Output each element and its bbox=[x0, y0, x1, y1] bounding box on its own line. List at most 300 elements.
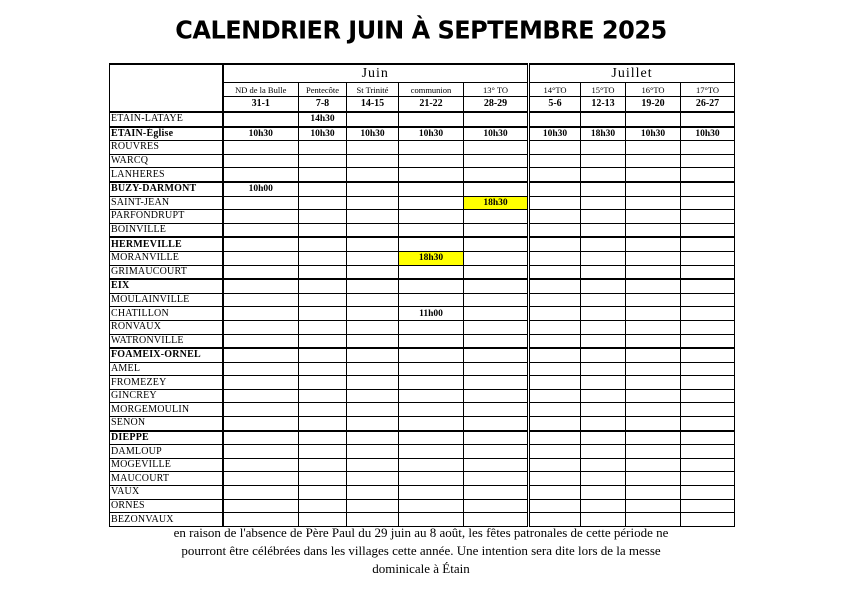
mass-time-cell bbox=[529, 362, 581, 376]
mass-time-cell bbox=[347, 279, 399, 293]
mass-time-cell bbox=[529, 237, 581, 251]
mass-time-cell: 10h30 bbox=[464, 127, 529, 141]
mass-time-cell bbox=[464, 431, 529, 445]
mass-time-cell bbox=[581, 154, 626, 168]
mass-time-cell bbox=[581, 237, 626, 251]
mass-time-cell bbox=[299, 279, 347, 293]
mass-time-cell bbox=[581, 141, 626, 155]
mass-time-cell bbox=[464, 168, 529, 182]
mass-time-cell bbox=[299, 417, 347, 431]
mass-time-cell bbox=[399, 362, 464, 376]
mass-time-cell bbox=[347, 362, 399, 376]
mass-time-cell bbox=[347, 141, 399, 155]
mass-time-cell bbox=[347, 293, 399, 307]
mass-time-cell bbox=[529, 499, 581, 513]
mass-time-cell bbox=[347, 348, 399, 362]
column-label: 17°TO bbox=[681, 83, 735, 97]
mass-time-cell bbox=[626, 168, 681, 182]
village-name: WATRONVILLE bbox=[110, 334, 223, 348]
column-dates: 21-22 bbox=[399, 97, 464, 113]
mass-time-cell bbox=[681, 210, 735, 224]
mass-time-cell bbox=[223, 445, 299, 459]
mass-time-cell bbox=[626, 293, 681, 307]
table-row bbox=[110, 168, 735, 182]
mass-time-cell: 10h30 bbox=[529, 127, 581, 141]
table-row bbox=[110, 307, 735, 321]
mass-time-cell bbox=[626, 141, 681, 155]
mass-time-cell bbox=[399, 389, 464, 403]
calendar-body bbox=[110, 112, 735, 526]
mass-time-cell bbox=[223, 348, 299, 362]
village-name: FROMEZEY bbox=[110, 376, 223, 390]
mass-time-cell bbox=[626, 458, 681, 472]
mass-time-cell bbox=[681, 182, 735, 196]
mass-time-cell bbox=[347, 389, 399, 403]
mass-time-cell bbox=[529, 168, 581, 182]
village-name: GINCREY bbox=[110, 389, 223, 403]
mass-time-cell bbox=[681, 320, 735, 334]
mass-time-cell bbox=[347, 251, 399, 265]
village-name: MORANVILLE bbox=[110, 251, 223, 265]
mass-time-cell bbox=[223, 320, 299, 334]
month-header-juillet: Juillet bbox=[529, 64, 735, 83]
mass-time-cell bbox=[681, 112, 735, 127]
mass-time-cell: 10h30 bbox=[223, 127, 299, 141]
column-dates: 26-27 bbox=[681, 97, 735, 113]
mass-time-cell bbox=[581, 472, 626, 486]
mass-time-cell bbox=[223, 486, 299, 500]
footnote-line: en raison de l'absence de Père Paul du 29 juin au 8 août, les fêtes patronales de cette période ne bbox=[173, 525, 669, 540]
mass-time-cell bbox=[626, 320, 681, 334]
feast-label-row bbox=[110, 83, 735, 97]
column-label: ND de la Bulle bbox=[223, 83, 299, 97]
mass-time-cell bbox=[464, 458, 529, 472]
mass-time-cell bbox=[626, 348, 681, 362]
mass-time-cell bbox=[681, 376, 735, 390]
mass-time-cell bbox=[581, 348, 626, 362]
mass-time-cell bbox=[347, 445, 399, 459]
mass-time-cell bbox=[223, 307, 299, 321]
mass-time-cell bbox=[399, 279, 464, 293]
mass-time-cell bbox=[299, 265, 347, 279]
mass-time-cell bbox=[464, 307, 529, 321]
table-row bbox=[110, 154, 735, 168]
mass-time-cell bbox=[464, 348, 529, 362]
mass-time-cell bbox=[529, 154, 581, 168]
mass-time-cell bbox=[347, 154, 399, 168]
mass-time-cell bbox=[347, 112, 399, 127]
table-row bbox=[110, 389, 735, 403]
mass-time-cell bbox=[626, 499, 681, 513]
table-row bbox=[110, 279, 735, 293]
column-dates: 7-8 bbox=[299, 97, 347, 113]
column-dates: 12-13 bbox=[581, 97, 626, 113]
mass-time-cell bbox=[223, 376, 299, 390]
mass-time-cell bbox=[299, 376, 347, 390]
mass-time-cell bbox=[681, 499, 735, 513]
mass-time-cell bbox=[529, 486, 581, 500]
mass-time-cell bbox=[529, 458, 581, 472]
mass-time-cell bbox=[529, 403, 581, 417]
mass-time-cell bbox=[347, 499, 399, 513]
mass-time-cell bbox=[681, 293, 735, 307]
mass-time-cell bbox=[464, 293, 529, 307]
mass-time-cell bbox=[681, 196, 735, 210]
mass-time-cell bbox=[681, 237, 735, 251]
table-row bbox=[110, 127, 735, 141]
mass-time-cell bbox=[223, 196, 299, 210]
mass-time-cell: 18h30 bbox=[581, 127, 626, 141]
mass-time-cell bbox=[626, 279, 681, 293]
mass-time-cell: 18h30 bbox=[464, 196, 529, 210]
mass-time-cell bbox=[464, 223, 529, 237]
mass-time-cell bbox=[464, 486, 529, 500]
mass-time-cell: 18h30 bbox=[399, 251, 464, 265]
mass-time-cell bbox=[581, 307, 626, 321]
mass-time-cell bbox=[399, 196, 464, 210]
mass-time-cell bbox=[223, 251, 299, 265]
mass-time-cell bbox=[223, 237, 299, 251]
mass-time-cell bbox=[347, 307, 399, 321]
mass-time-cell bbox=[681, 348, 735, 362]
mass-time-cell bbox=[529, 293, 581, 307]
mass-time-cell bbox=[347, 486, 399, 500]
mass-time-cell bbox=[399, 334, 464, 348]
mass-time-cell bbox=[464, 334, 529, 348]
mass-time-cell bbox=[299, 362, 347, 376]
column-dates: 28-29 bbox=[464, 97, 529, 113]
mass-time-cell bbox=[681, 154, 735, 168]
mass-time-cell bbox=[581, 251, 626, 265]
mass-time-cell bbox=[299, 445, 347, 459]
mass-time-cell bbox=[464, 251, 529, 265]
mass-time-cell: 11h00 bbox=[399, 307, 464, 321]
mass-time-cell bbox=[626, 307, 681, 321]
mass-time-cell bbox=[529, 389, 581, 403]
mass-time-cell bbox=[681, 472, 735, 486]
mass-time-cell bbox=[399, 431, 464, 445]
mass-time-cell bbox=[347, 196, 399, 210]
mass-time-cell bbox=[626, 154, 681, 168]
mass-time-cell bbox=[681, 417, 735, 431]
mass-time-cell bbox=[681, 445, 735, 459]
table-row bbox=[110, 458, 735, 472]
footnote-line: dominicale à Étain bbox=[372, 561, 470, 576]
mass-time-cell bbox=[626, 389, 681, 403]
mass-time-cell bbox=[529, 431, 581, 445]
mass-time-cell bbox=[223, 431, 299, 445]
mass-time-cell bbox=[299, 431, 347, 445]
mass-time-cell bbox=[581, 403, 626, 417]
mass-time-cell bbox=[581, 362, 626, 376]
mass-time-cell bbox=[299, 472, 347, 486]
table-row bbox=[110, 293, 735, 307]
mass-time-cell bbox=[681, 431, 735, 445]
mass-time-cell bbox=[464, 279, 529, 293]
mass-time-cell bbox=[399, 486, 464, 500]
mass-time-cell bbox=[581, 210, 626, 224]
mass-time-cell bbox=[581, 486, 626, 500]
mass-time-cell bbox=[399, 376, 464, 390]
table-row bbox=[110, 431, 735, 445]
mass-time-cell bbox=[399, 265, 464, 279]
column-label: 15°TO bbox=[581, 83, 626, 97]
mass-time-cell bbox=[299, 499, 347, 513]
mass-time-cell bbox=[626, 403, 681, 417]
mass-time-cell bbox=[626, 196, 681, 210]
mass-time-cell bbox=[223, 417, 299, 431]
mass-time-cell bbox=[347, 431, 399, 445]
table-row bbox=[110, 472, 735, 486]
mass-time-cell bbox=[399, 445, 464, 459]
mass-time-cell bbox=[299, 182, 347, 196]
village-name: VAUX bbox=[110, 486, 223, 500]
mass-time-cell bbox=[299, 210, 347, 224]
mass-time-cell bbox=[223, 472, 299, 486]
table-row bbox=[110, 403, 735, 417]
mass-time-cell bbox=[347, 237, 399, 251]
mass-time-cell bbox=[347, 320, 399, 334]
mass-time-cell bbox=[299, 348, 347, 362]
mass-time-cell bbox=[681, 486, 735, 500]
mass-time-cell bbox=[347, 210, 399, 224]
column-dates: 14-15 bbox=[347, 97, 399, 113]
mass-time-cell bbox=[529, 251, 581, 265]
table-row bbox=[110, 417, 735, 431]
mass-time-cell bbox=[299, 223, 347, 237]
village-name: RONVAUX bbox=[110, 320, 223, 334]
mass-time-cell bbox=[529, 472, 581, 486]
mass-time-cell bbox=[626, 334, 681, 348]
mass-time-cell bbox=[581, 182, 626, 196]
mass-time-cell bbox=[223, 389, 299, 403]
mass-time-cell: 10h30 bbox=[399, 127, 464, 141]
mass-time-cell bbox=[347, 376, 399, 390]
mass-time-cell bbox=[347, 182, 399, 196]
column-dates: 31-1 bbox=[223, 97, 299, 113]
mass-time-cell bbox=[299, 154, 347, 168]
table-row bbox=[110, 265, 735, 279]
mass-time-cell bbox=[681, 251, 735, 265]
mass-time-cell bbox=[681, 458, 735, 472]
village-name: ETAIN-Église bbox=[110, 127, 223, 141]
mass-time-cell bbox=[581, 196, 626, 210]
mass-time-cell bbox=[464, 445, 529, 459]
village-name: MAUCOURT bbox=[110, 472, 223, 486]
mass-time-cell bbox=[626, 417, 681, 431]
mass-time-cell bbox=[581, 417, 626, 431]
mass-time-cell bbox=[399, 237, 464, 251]
column-label: communion bbox=[399, 83, 464, 97]
mass-time-cell bbox=[299, 237, 347, 251]
village-name: PARFONDRUPT bbox=[110, 210, 223, 224]
mass-time-cell bbox=[681, 403, 735, 417]
mass-time-cell bbox=[399, 320, 464, 334]
village-name: WARCQ bbox=[110, 154, 223, 168]
mass-time-cell bbox=[399, 348, 464, 362]
mass-time-cell bbox=[581, 320, 626, 334]
mass-time-cell bbox=[626, 472, 681, 486]
mass-time-cell bbox=[581, 458, 626, 472]
village-name: MORGEMOULIN bbox=[110, 403, 223, 417]
mass-time-cell bbox=[399, 472, 464, 486]
mass-time-cell bbox=[299, 307, 347, 321]
table-row bbox=[110, 486, 735, 500]
mass-time-cell bbox=[464, 154, 529, 168]
mass-time-cell bbox=[626, 431, 681, 445]
village-name: ORNES bbox=[110, 499, 223, 513]
mass-time-cell bbox=[223, 362, 299, 376]
mass-time-cell bbox=[626, 210, 681, 224]
mass-time-cell: 10h30 bbox=[626, 127, 681, 141]
mass-time-cell bbox=[529, 334, 581, 348]
mass-time-cell bbox=[529, 307, 581, 321]
village-name: FOAMEIX-ORNEL bbox=[110, 348, 223, 362]
mass-time-cell bbox=[681, 279, 735, 293]
mass-time-cell bbox=[626, 362, 681, 376]
mass-time-cell bbox=[299, 141, 347, 155]
mass-time-cell bbox=[347, 403, 399, 417]
mass-time-cell: 10h30 bbox=[681, 127, 735, 141]
mass-time-cell bbox=[464, 141, 529, 155]
column-label: St Trinité bbox=[347, 83, 399, 97]
mass-time-cell bbox=[399, 403, 464, 417]
column-label: 14°TO bbox=[529, 83, 581, 97]
mass-time-cell bbox=[529, 210, 581, 224]
mass-time-cell bbox=[464, 389, 529, 403]
mass-time-cell bbox=[399, 141, 464, 155]
column-label: Pentecôte bbox=[299, 83, 347, 97]
mass-time-cell bbox=[681, 389, 735, 403]
table-row bbox=[110, 362, 735, 376]
village-name: SAINT-JEAN bbox=[110, 196, 223, 210]
mass-time-cell bbox=[464, 376, 529, 390]
mass-time-cell bbox=[347, 458, 399, 472]
mass-time-cell bbox=[581, 376, 626, 390]
village-name: DIEPPE bbox=[110, 431, 223, 445]
mass-time-cell bbox=[581, 223, 626, 237]
mass-time-cell bbox=[681, 334, 735, 348]
mass-time-cell bbox=[581, 334, 626, 348]
village-name: GRIMAUCOURT bbox=[110, 265, 223, 279]
table-row bbox=[110, 237, 735, 251]
mass-time-cell bbox=[464, 362, 529, 376]
mass-time-cell bbox=[464, 265, 529, 279]
mass-time-cell bbox=[299, 196, 347, 210]
corner-cell bbox=[110, 97, 223, 113]
village-name: BEZONVAUX bbox=[110, 513, 223, 527]
mass-time-cell bbox=[347, 472, 399, 486]
mass-time-cell bbox=[399, 182, 464, 196]
mass-time-cell bbox=[529, 417, 581, 431]
mass-time-cell bbox=[626, 265, 681, 279]
mass-time-cell bbox=[464, 182, 529, 196]
mass-time-cell bbox=[223, 403, 299, 417]
table-row bbox=[110, 112, 735, 127]
mass-time-cell bbox=[223, 334, 299, 348]
mass-time-cell bbox=[529, 196, 581, 210]
mass-time-cell bbox=[299, 403, 347, 417]
mass-time-cell bbox=[299, 293, 347, 307]
mass-time-cell bbox=[399, 154, 464, 168]
column-label: 13° TO bbox=[464, 83, 529, 97]
village-name: BUZY-DARMONT bbox=[110, 182, 223, 196]
mass-time-cell bbox=[399, 168, 464, 182]
mass-time-cell bbox=[626, 112, 681, 127]
village-name: HERMEVILLE bbox=[110, 237, 223, 251]
mass-time-cell bbox=[681, 168, 735, 182]
table-row bbox=[110, 223, 735, 237]
mass-time-cell bbox=[223, 223, 299, 237]
mass-time-cell bbox=[299, 389, 347, 403]
table-row bbox=[110, 210, 735, 224]
mass-time-cell bbox=[529, 182, 581, 196]
mass-time-cell bbox=[581, 168, 626, 182]
table-row bbox=[110, 196, 735, 210]
table-row bbox=[110, 141, 735, 155]
month-header-row bbox=[110, 64, 735, 83]
mass-time-cell bbox=[529, 320, 581, 334]
mass-time-cell bbox=[464, 112, 529, 127]
village-name: BOINVILLE bbox=[110, 223, 223, 237]
mass-time-cell bbox=[223, 279, 299, 293]
mass-time-cell bbox=[681, 307, 735, 321]
mass-time-cell bbox=[529, 141, 581, 155]
mass-time-cell: 10h30 bbox=[299, 127, 347, 141]
mass-time-cell bbox=[347, 265, 399, 279]
dates-row bbox=[110, 97, 735, 113]
table-row bbox=[110, 376, 735, 390]
mass-time-cell bbox=[529, 265, 581, 279]
month-header-juin: Juin bbox=[223, 64, 529, 83]
mass-time-cell bbox=[529, 376, 581, 390]
mass-time-cell bbox=[399, 112, 464, 127]
mass-time-cell bbox=[681, 141, 735, 155]
mass-time-cell bbox=[529, 223, 581, 237]
village-name: MOGEVILLE bbox=[110, 458, 223, 472]
village-name: ETAIN-LATAYE bbox=[110, 112, 223, 127]
mass-time-cell bbox=[626, 237, 681, 251]
mass-time-cell bbox=[626, 486, 681, 500]
mass-time-cell bbox=[681, 362, 735, 376]
mass-time-cell bbox=[681, 223, 735, 237]
table-row bbox=[110, 499, 735, 513]
footnote-line: pourront être célébrées dans les villages cette année. Une intention sera dite lors de la messe bbox=[181, 543, 661, 558]
mass-time-cell bbox=[223, 112, 299, 127]
mass-time-cell bbox=[299, 320, 347, 334]
mass-time-cell bbox=[299, 168, 347, 182]
mass-time-cell bbox=[581, 265, 626, 279]
mass-time-cell bbox=[581, 112, 626, 127]
mass-time-cell bbox=[581, 293, 626, 307]
mass-time-cell bbox=[464, 472, 529, 486]
mass-time-cell: 10h30 bbox=[347, 127, 399, 141]
village-name: EIX bbox=[110, 279, 223, 293]
mass-time-cell bbox=[626, 223, 681, 237]
mass-time-cell bbox=[347, 417, 399, 431]
table-row bbox=[110, 348, 735, 362]
footnote bbox=[100, 524, 742, 578]
village-name: SENON bbox=[110, 417, 223, 431]
village-name: LANHERES bbox=[110, 168, 223, 182]
column-dates: 5-6 bbox=[529, 97, 581, 113]
village-name: DAMLOUP bbox=[110, 445, 223, 459]
mass-time-cell bbox=[464, 403, 529, 417]
table-row bbox=[110, 182, 735, 196]
mass-time-cell bbox=[223, 210, 299, 224]
mass-time-cell bbox=[464, 499, 529, 513]
mass-time-cell bbox=[464, 210, 529, 224]
